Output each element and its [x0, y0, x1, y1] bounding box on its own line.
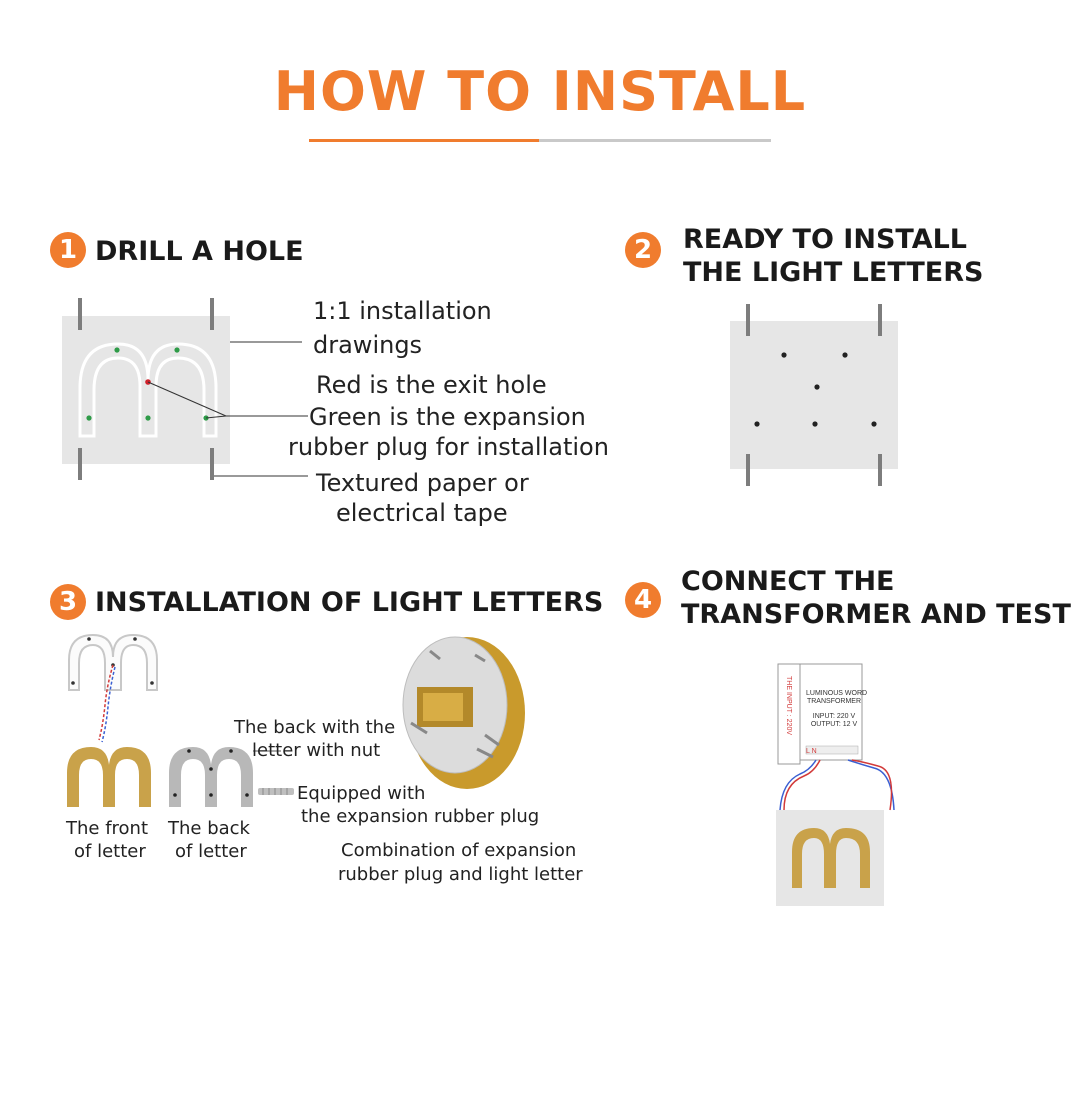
page-title: HOW TO INSTALL: [273, 60, 807, 123]
nut-dot: [187, 749, 191, 753]
annotation-green-plug-1: Green is the expansion: [309, 403, 586, 431]
label-back-with-nut-1: The back with the: [234, 717, 396, 738]
transformer-input-side-label: THE INPUT : 220V: [785, 676, 792, 736]
nut-dot: [150, 681, 154, 685]
transformer-input-rating: INPUT: 220 V: [812, 713, 856, 720]
label-back-with-nut-2: letter with nut: [252, 740, 381, 761]
step-3-heading: INSTALLATION OF LIGHT LETTERS: [95, 587, 604, 618]
step-1-heading: DRILL A HOLE: [95, 236, 304, 267]
template-panel: [730, 321, 898, 469]
label-back-2: of letter: [175, 841, 247, 862]
letter-3d-inner-face: [423, 693, 463, 721]
green-plug-dot: [145, 415, 150, 420]
wire-blue: [780, 760, 816, 810]
annotation-textured-paper-2: electrical tape: [336, 499, 508, 527]
drilled-hole-dot: [781, 352, 786, 357]
wire-blue: [848, 760, 894, 810]
annotation-installation-drawings-2: drawings: [313, 331, 423, 359]
label-combination-1: Combination of expansion: [341, 840, 577, 861]
nut-dot: [229, 749, 233, 753]
green-plug-dot: [86, 415, 91, 420]
nut-dot: [245, 793, 249, 797]
step-1-drawing: [50, 290, 310, 490]
annotation-green-plug-2: rubber plug for installation: [288, 433, 609, 461]
drilled-hole-dot: [812, 421, 817, 426]
wire-red: [784, 760, 820, 810]
annotation-textured-paper-1: Textured paper or: [316, 469, 529, 497]
step-2-drawing: [720, 300, 910, 490]
step-1-badge: 1: [50, 232, 86, 268]
title-underline-accent: [309, 139, 539, 142]
annotation-installation-drawings-1: 1:1 installation: [313, 297, 492, 325]
step-2-heading-line-2: THE LIGHT LETTERS: [683, 257, 984, 288]
step-4-heading-line-1: CONNECT THE: [681, 566, 895, 597]
title-underline-gray: [539, 139, 771, 142]
transformer-terminal-label: L N: [806, 748, 817, 755]
label-front-1: The front: [66, 818, 149, 839]
nut-dot: [133, 637, 137, 641]
nut-dot: [87, 637, 91, 641]
nut-dot: [173, 793, 177, 797]
green-plug-dot: [114, 347, 119, 352]
drilled-hole-dot: [814, 384, 819, 389]
green-plug-dot: [174, 347, 179, 352]
nut-dot: [209, 793, 213, 797]
step-2-badge: 2: [625, 232, 661, 268]
transformer-name-line-1: LUMINOUS WORD: [806, 690, 868, 697]
label-back-1: The back: [168, 818, 250, 839]
transformer-name-line-2: TRANSFORMER: [806, 698, 862, 705]
label-combination-2: rubber plug and light letter: [338, 864, 583, 885]
step-4-heading-line-2: TRANSFORMER AND TEST: [681, 599, 1071, 630]
drilled-hole-dot: [842, 352, 847, 357]
nut-dot: [209, 767, 213, 771]
step-4-badge: 4: [625, 582, 661, 618]
transformer-output-rating: OUTPUT: 12 V: [810, 721, 858, 728]
letter-m-front-gold: [67, 747, 151, 807]
label-front-2: of letter: [74, 841, 146, 862]
transformer-box: [800, 664, 868, 760]
nut-dot: [71, 681, 75, 685]
label-equipped-1: Equipped with: [297, 783, 426, 804]
step-3-badge: 3: [50, 584, 86, 620]
label-equipped-2: the expansion rubber plug: [301, 806, 540, 827]
annotation-red-exit-hole: Red is the exit hole: [316, 371, 547, 399]
letter-m-outline-small: [69, 635, 157, 690]
drilled-hole-dot: [754, 421, 759, 426]
drilled-hole-dot: [871, 421, 876, 426]
step-2-heading-line-1: READY TO INSTALL: [683, 224, 968, 255]
letter-m-back-gray: [169, 747, 253, 807]
